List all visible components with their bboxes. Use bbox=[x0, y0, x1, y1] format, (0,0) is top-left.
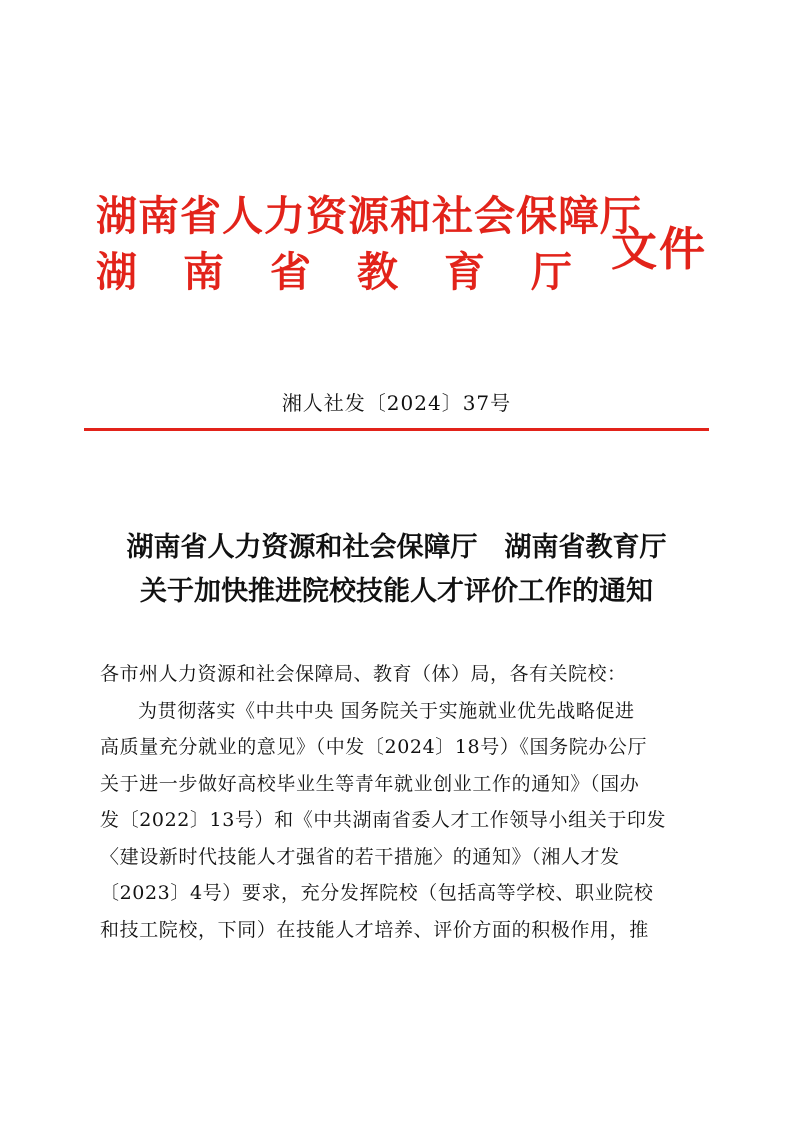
title-line-1: 湖南省人力资源和社会保障厅 湖南省教育厅 bbox=[126, 532, 667, 563]
paragraph-line: 〈建设新时代技能人才强省的若干措施〉的通知》（湘人才发 bbox=[100, 845, 620, 868]
paragraph-line: 发〔2022〕13号）和《中共湖南省委人才工作领导小组关于印发 bbox=[100, 809, 667, 831]
title-line-2: 关于加快推进院校技能人才评价工作的通知 bbox=[140, 576, 653, 607]
paragraph-line: 和技工院校，下同）在技能人才培养、评价方面的积极作用，推 bbox=[100, 918, 649, 941]
red-divider-rule bbox=[84, 428, 709, 431]
masthead bbox=[96, 186, 706, 316]
document-title bbox=[0, 526, 793, 614]
paragraph-line: 〔2023〕4号）要求，充分发挥院校（包括高等学校、职业院校 bbox=[100, 882, 654, 904]
masthead-org-education: 湖南省教育厅 bbox=[96, 248, 618, 296]
document-number: 湘人社发〔2024〕37号 bbox=[281, 391, 512, 415]
paragraph-line: 关于进一步做好高校毕业生等青年就业创业工作的通知》（国办 bbox=[100, 772, 640, 795]
masthead-doc-kind: 文件 bbox=[611, 222, 707, 276]
paragraph-line: 为贯彻落实《中共中央 国务院关于实施就业优先战略促进 bbox=[138, 699, 635, 722]
masthead-org-hrss: 湖南省人力资源和社会保障厅 bbox=[96, 192, 642, 240]
document-body bbox=[100, 656, 700, 948]
paragraph-line: 高质量充分就业的意见》（中发〔2024〕18号）《国务院办公厅 bbox=[100, 736, 648, 758]
salutation: 各市州人力资源和社会保障局、教育（体）局，各有关院校： bbox=[100, 663, 627, 685]
